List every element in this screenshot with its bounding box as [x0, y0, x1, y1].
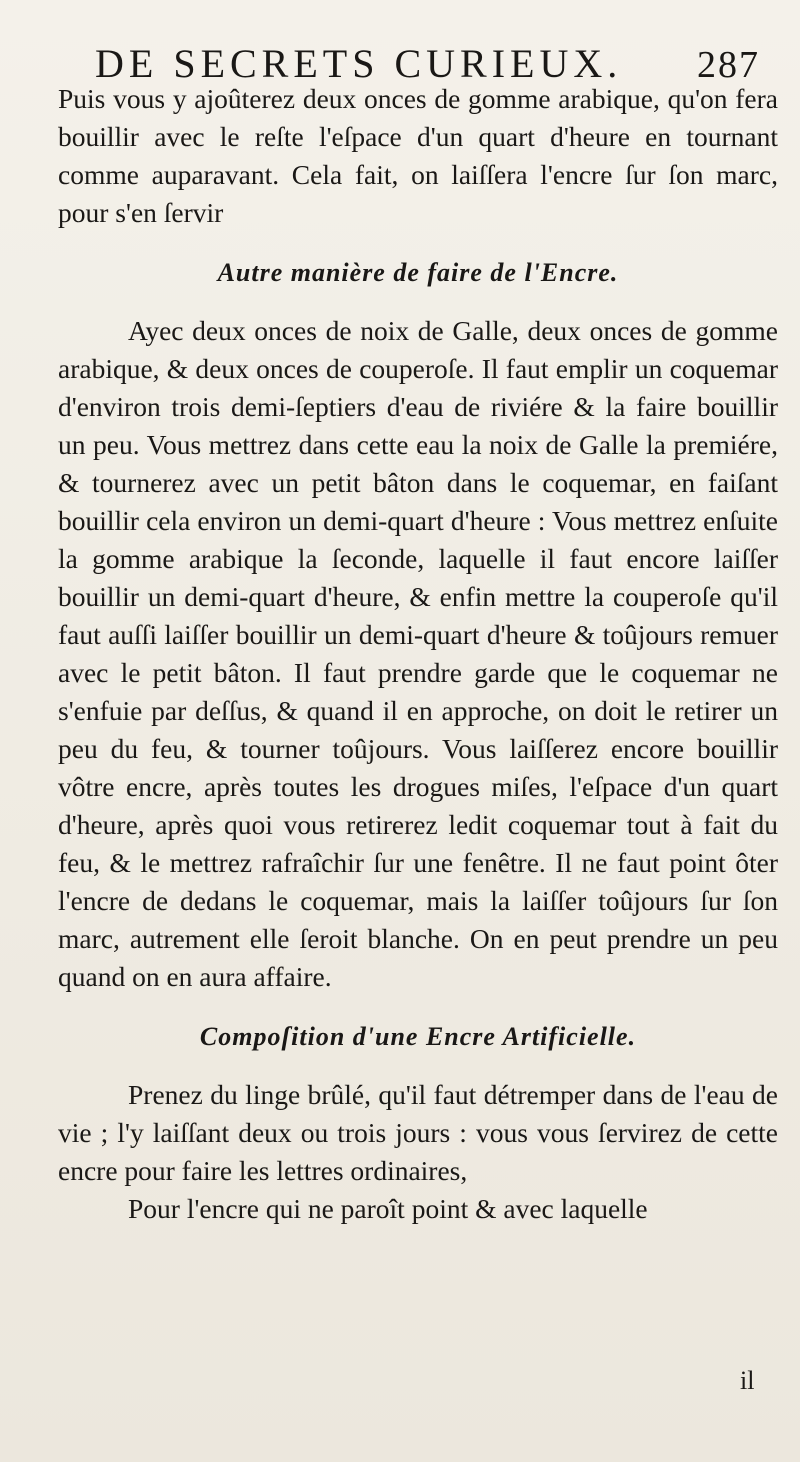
section-heading-2: Compoſition d'une Encre Artificielle.	[199, 1022, 637, 1051]
paragraph-4: Pour l'encre qui ne paroît point & avec laquelle	[128, 1193, 648, 1224]
page-number: 287	[697, 44, 760, 86]
section-heading-1: Autre manière de faire de l'Encre.	[217, 258, 619, 287]
running-head	[95, 40, 760, 84]
paragraph-1: Puis vous y ajoûterez deux onces de gomme arabique, qu'on fera bouillir avec le reſte l'eſpace d'un quart d'heure en tournant comme auparavant. Cela fait, on laiſſera l'encre ſur ſon marc, pour s'en ſervir	[58, 83, 778, 228]
paragraph-2: Ayec deux onces de noix de Galle, deux onces de gomme arabique, & deux onces de couperoſe. Il faut emplir un coquemar d'environ trois demi-ſeptiers d'eau de riviére & la faire bouillir un peu. Vous mettrez dans cette eau la noix de Galle la premiére, & tournerez avec un petit bâton dans le coquemar, en faiſant bouillir cela environ un demi-quart d'heure : Vous mettrez enſuite la gomme arabique la ſeconde, laquelle il faut encore laiſſer bouillir un demi-quart d'heure, & enfin mettre la couperoſe qu'il faut auſſi laiſſer bouillir un demi-quart d'heure & toûjours remuer avec le petit bâton. Il faut prendre garde que le coquemar ne s'enfuie par deſſus, & quand il en approche, on doit le retirer un peu du feu, & tourner toûjours. Vous laiſſerez encore bouillir vôtre encre, après toutes les drogues miſes, l'eſpace d'un quart d'heure, après quoi vous retirerez ledit coquemar tout à fait du feu, & le mettrez rafraîchir ſur une fenêtre. Il ne faut point ôter l'encre de dedans le coquemar, mais la laiſſer toûjours ſur ſon marc, autrement elle ſeroit blanche. On en peut prendre un peu quand on en aura affaire.	[58, 315, 778, 992]
running-title: DE SECRETS CURIEUX.	[95, 41, 623, 86]
paragraph-3: Prenez du linge brûlé, qu'il faut détremper dans de l'eau de vie ; l'y laiſſant deux ou trois jours : vous vous ſervirez de cette encre pour faire les lettres ordinaires,	[58, 1079, 778, 1186]
catchword: il	[740, 1366, 755, 1395]
body-text	[58, 80, 778, 1228]
